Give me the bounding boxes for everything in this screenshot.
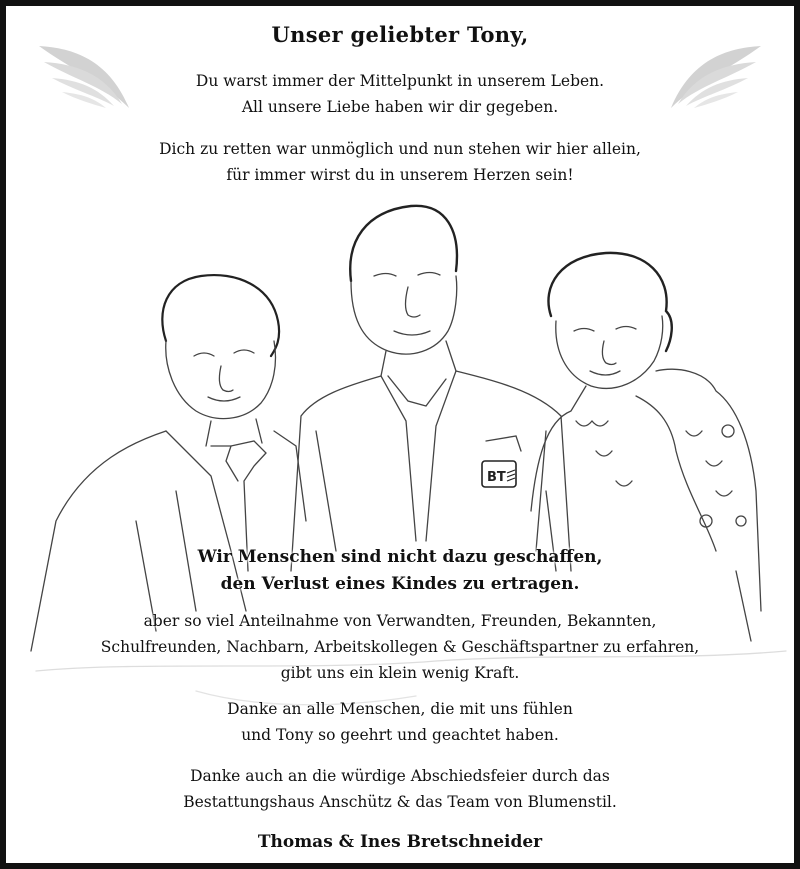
poem-line: für immer wirst du in unserem Herzen sein! [226, 166, 574, 184]
thanks-line: und Tony so geehrt und geachtet haben. [241, 726, 559, 744]
poem-stanza-2 [6, 136, 794, 188]
poem-line: Dich zu retten war unmöglich und nun stehen wir hier allein, [159, 140, 641, 158]
poem-line: Du warst immer der Mittelpunkt in unserem Leben. [195, 72, 605, 90]
poem-line: All unsere Liebe haben wir dir gegeben. [241, 98, 559, 116]
notice-title: Unser geliebter Tony, [271, 22, 529, 47]
thanks-line: Schulfreunden, Nachbarn, Arbeitskollegen & Geschäftspartner zu erfahren, [100, 638, 700, 656]
sketch-middle-man [291, 206, 571, 571]
quote-line: Wir Menschen sind nicht dazu geschaffen, [197, 547, 603, 567]
poem-stanza-1 [6, 68, 794, 120]
thanks-line: gibt uns ein klein wenig Kraft. [280, 664, 520, 682]
thanks-line: Danke auch an die würdige Abschiedsfeier durch das [190, 767, 610, 785]
quote-line: den Verlust eines Kindes zu ertragen. [220, 574, 580, 594]
quote [6, 544, 794, 598]
thanks-paragraph-3 [6, 763, 794, 815]
thanks-line: Danke an alle Menschen, die mit uns fühlen [227, 700, 573, 718]
signature: Thomas & Ines Bretschneider [257, 832, 543, 852]
thanks-paragraph-1 [6, 608, 794, 686]
thanks-line: aber so viel Anteilnahme von Verwandten, Freunden, Bekannten, [143, 612, 657, 630]
thanks-line: Bestattungshaus Anschütz & das Team von Blumenstil. [183, 793, 617, 811]
thanks-paragraph-2 [6, 696, 794, 748]
pocket-logo: BT [487, 470, 506, 485]
